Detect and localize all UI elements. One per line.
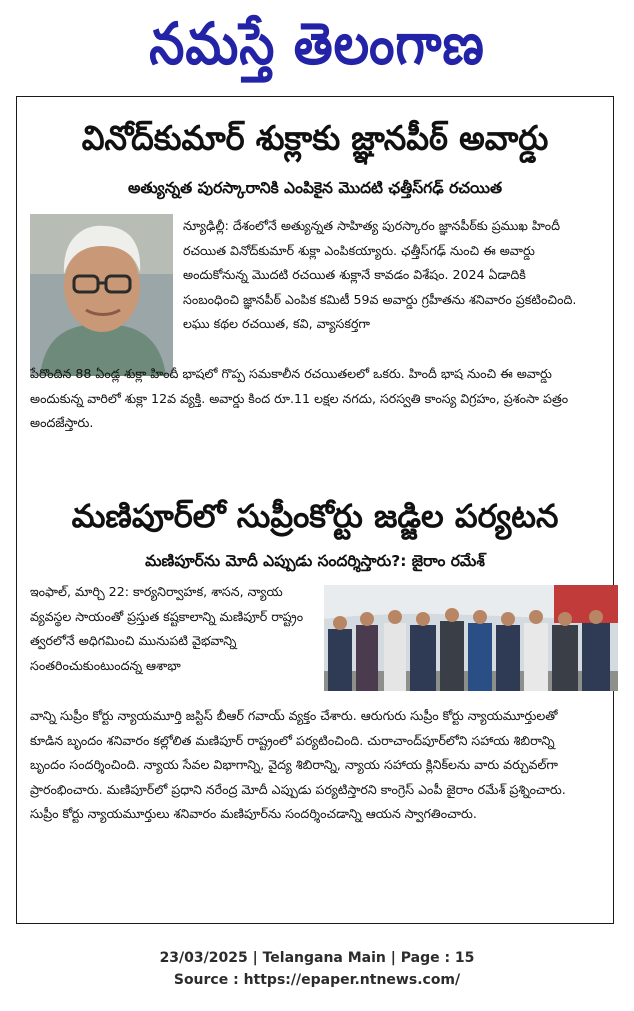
article1-body-part2: పేరొందిన 88 ఏండ్ల శుక్లా హిందీ భాషలో గొప్ప సమకాలీన రచయితలలో ఒకరు. హిందీ భాష నుంచి ఈ అవార్డు అందుకున్న వారిలో శుక్లా 12వ వ్యక్తి. అవార్డు కింద రూ.11 లక్షల నగదు, సరస్వతి కాంస్య విగ్రహం, ప్రశంసా పత్రం అందజేస్తారు. xyxy=(30,366,569,431)
judges-group-photo xyxy=(324,585,618,691)
portrait-illustration xyxy=(30,214,173,376)
article2-body-part2: వాన్ని సుప్రీం కోర్టు న్యాయమూర్తి జస్టిస్ బీఆర్ గవాయ్ వ్యక్తం చేశారు. ఆరుగురు సుప్రీం కోర్టు న్యాయమూర్తులతో కూడిన బృందం శనివారం కల్లోలిత మణిపూర్ రాష్ట్రంలో పర్యటించింది. చురాచాంద్‌పూర్‌లోని సహాయ శిబిరాన్ని బృందం సందర్శించింది. న్యాయ సేవల విభాగాన్ని, వైద్య శిబిరాన్ని, న్యాయ సహాయ క్లినిక్‌లను వారు వర్చువల్‌గా ప్రారంభించారు. మణిపూర్‌లో ప్రధాని నరేంద్ర మోదీ ఎప్పుడు పర్యటిస్తారని కాంగ్రెస్ ఎంపీ జైరాం రమేశ్ ప్రశ్నించారు. సుప్రీం కోర్టు న్యాయమూర్తులు శనివారం మణిపూర్‌ను సందర్శించడాన్ని ఆయన స్వాగతించారు. xyxy=(30,708,566,822)
article1-subheadline: అత్యున్నత పురస్కారానికి ఎంపికైన మొదటి ఛత్తీస్‌గఢ్ రచయిత xyxy=(127,179,503,197)
masthead-title: నమస్తే తెలంగాణ xyxy=(149,10,485,78)
article1-body-part1: న్యూఢిల్లీ: దేశంలోనే అత్యున్నత సాహిత్య పురస్కారం జ్ఞానపీఠ్‌కు ప్రముఖ హిందీ రచయిత వినోద్‌కుమార్ శుక్లా ఎంపికయ్యారు. ఛత్తీస్‌గఢ్ నుంచి ఈ అవార్డు అందుకోనున్న మొదటి రచయిత శుక్లానే కావడం విశేషం. 2024 ఏడాదికి సంబంధించి జ్ఞానపీఠ్ ఎంపిక కమిటీ 59వ అవార్డు గ్రహీతను శనివారం ప్రకటించింది. లఘు కథల రచయిత, కవి, వ్యాసకర్తగా xyxy=(183,218,577,332)
group-illustration xyxy=(324,585,618,691)
author-portrait-photo xyxy=(30,214,173,376)
masthead xyxy=(0,4,634,92)
edition-info: 23/03/2025 | Telangana Main | Page : 15 xyxy=(159,950,475,966)
source-info: Source : https://epaper.ntnews.com/ xyxy=(173,972,461,988)
article2-headline: మణిపూర్‌లో సుప్రీంకోర్టు జడ్జిల పర్యటన xyxy=(71,497,559,535)
article1-headline: వినోద్‌కుమార్ శుక్లాకు జ్ఞానపీఠ్ అవార్డు xyxy=(81,118,549,158)
article2-subheadline: మణిపూర్‌ను మోదీ ఎప్పుడు సందర్శిస్తారు?: జైరాం రమేశ్ xyxy=(145,552,485,570)
article2-body-part1: ఇంఫాల్, మార్చి 22: కార్యనిర్వాహక, శాసన, న్యాయ వ్యవస్థల సాయంతో ప్రస్తుత కష్టకాలాన్ని మణిపూర్ రాష్ట్రం త్వరలోనే అధిగమించి మునుపటి వైభవాన్ని సంతరించుకుంటుందన్న ఆశాభా xyxy=(30,584,304,673)
